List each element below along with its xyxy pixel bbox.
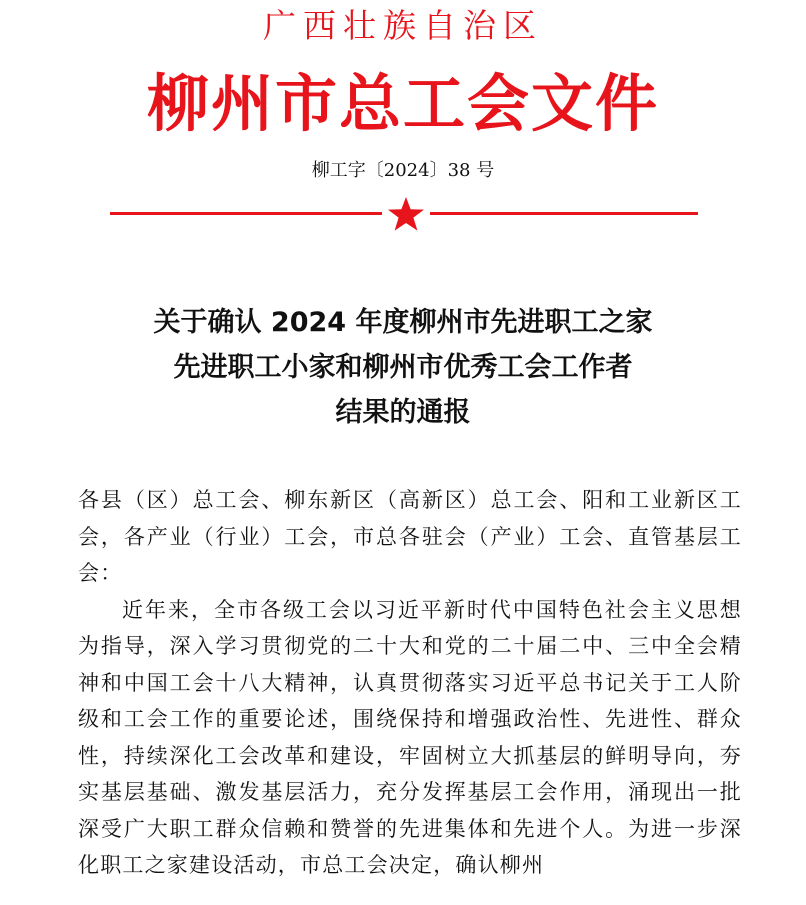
title-line-1: 关于确认 2024 年度柳州市先进职工之家 (153, 307, 653, 338)
salutation: 各县（区）总工会、柳东新区（高新区）总工会、阳和工业新区工会，各产业（行业）工会，市总各驻会（产业）工会、直管基层工会： (78, 488, 742, 585)
title-line-3: 结果的通报 (335, 397, 471, 428)
document-title (0, 300, 806, 435)
red-star-icon (386, 196, 426, 232)
title-line-2: 先进职工小家和柳州市优秀工会工作者 (173, 352, 633, 383)
document-issuer-title: 柳州市总工会文件 (146, 67, 659, 140)
issuing-region: 广西壮族自治区 (263, 6, 543, 45)
document-body (78, 482, 742, 884)
body-paragraph: 近年来，全市各级工会以习近平新时代中国特色社会主义思想为指导，深入学习贯彻党的二十大和党的二十届二中、三中全会精神和中国工会十八大精神，认真贯彻落实习近平总书记关于工人阶级和工会工作的重要论述，围绕保持和增强政治性、先进性、群众性，持续深化工会改革和建设，牢固树立大抓基层的鲜明导向，夯实基层基础、激发基层活力，充分发挥基层工会作用，涌现出一批深受广大职工群众信赖和赞誉的先进集体和先进个人。为进一步深化职工之家建设活动，市总工会决定，确认柳州 (78, 597, 742, 877)
red-divider-left (110, 212, 382, 215)
red-divider-right (430, 212, 698, 215)
document-number: 柳工字〔2024〕38 号 (311, 160, 495, 181)
